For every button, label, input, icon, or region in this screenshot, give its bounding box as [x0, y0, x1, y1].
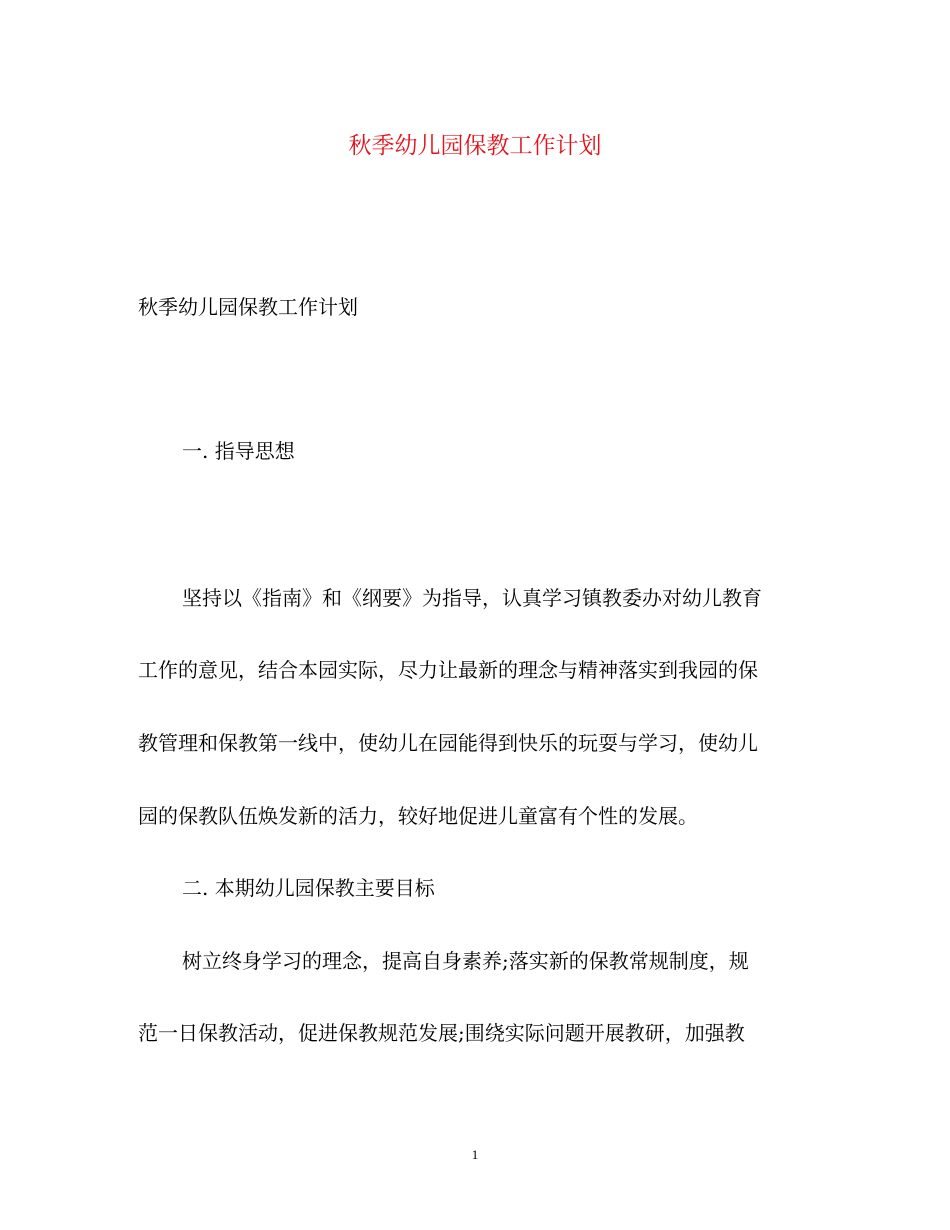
document-title: 秋季幼儿园保教工作计划 [348, 133, 602, 159]
paragraph-line: 工作的意见，结合本园实际，尽力让最新的理念与精神落实到我园的保 [138, 658, 758, 682]
paragraph-line: 园的保教队伍焕发新的活力，较好地促进儿童富有个性的发展。 [138, 804, 698, 828]
section-heading-main-goals: 二. 本期幼儿园保教主要目标 [182, 876, 435, 900]
paragraph-line: 范一日保教活动，促进保教规范发展;围绕实际问题开展教研，加强教 [138, 1021, 745, 1045]
paragraph-line: 坚持以《指南》和《纲要》为指导，认真学习镇教委办对幼儿教育 [182, 586, 762, 610]
section-heading-guiding-ideology: 一. 指导思想 [182, 439, 295, 463]
paragraph-line: 树立终身学习的理念，提高自身素养;落实新的保教常规制度，规 [182, 949, 749, 973]
page-number: 1 [471, 1147, 479, 1162]
document-subtitle: 秋季幼儿园保教工作计划 [138, 295, 358, 319]
paragraph-line: 教管理和保教第一线中，使幼儿在园能得到快乐的玩耍与学习，使幼儿 [138, 731, 758, 755]
